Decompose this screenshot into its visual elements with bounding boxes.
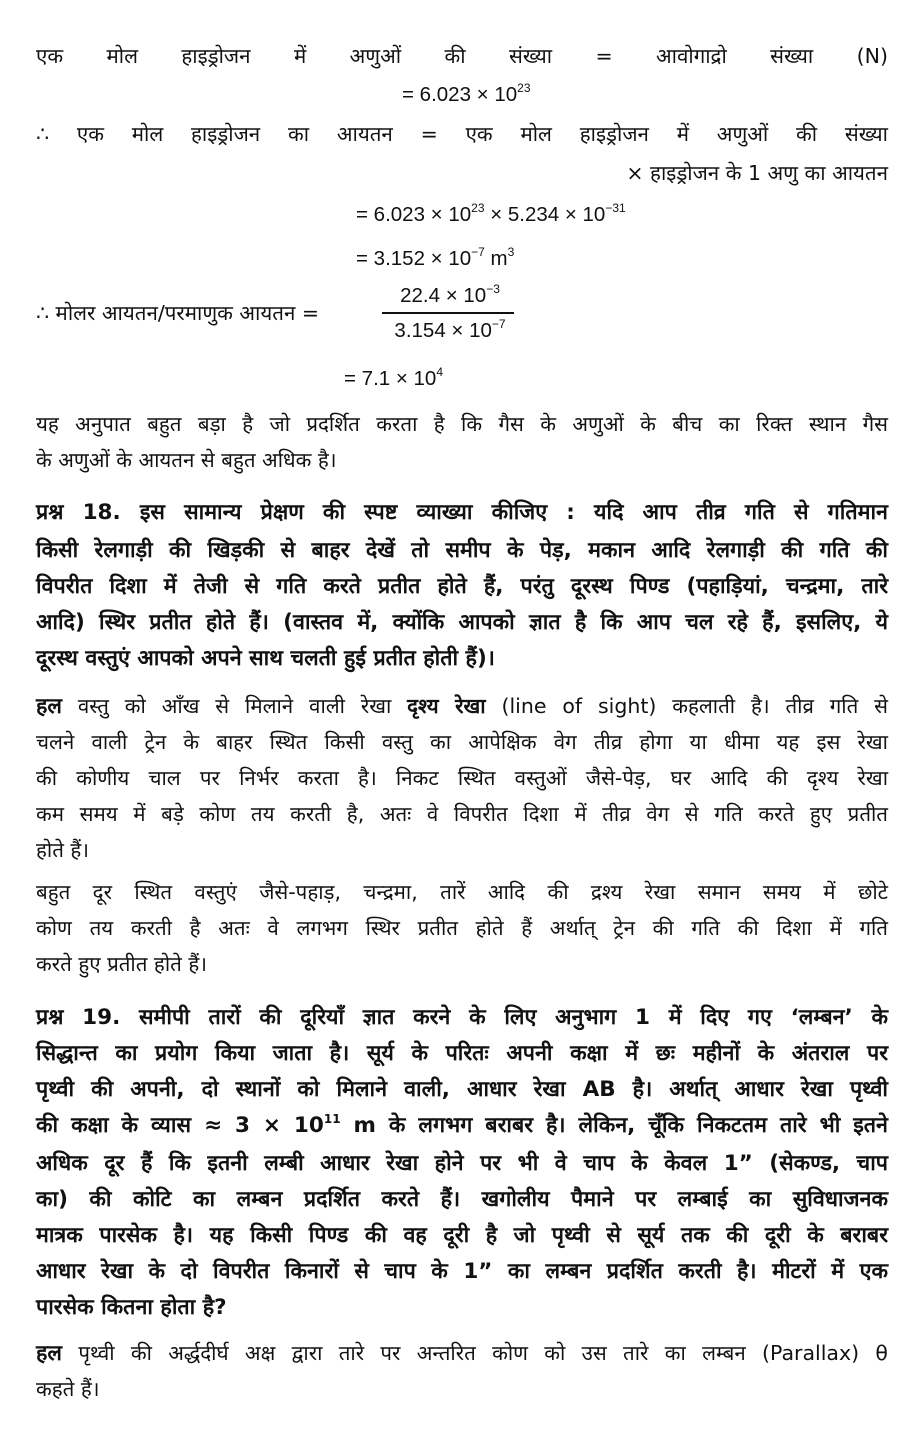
a18-line-3: की कोणीय चाल पर निर्भर करता है। निकट स्थित वस्तुओं जैसे-पेड़, घर आदि की दृश्य रेखा bbox=[36, 766, 888, 790]
derivation-line-volume-result: = $3.152 \times 10^{-7}$ $m^3$ bbox=[356, 245, 515, 270]
a18-line-2: चलने वाली ट्रेन के बाहर स्थित किसी वस्तु का आपेक्षिक वेग तीव्र होगा या धीमा यह इस रेखा bbox=[36, 730, 888, 754]
a19-line-2: कहते हैं। bbox=[36, 1377, 100, 1401]
derivation-line-avogadro-value: = $6.023 \times 10^{23}$ bbox=[402, 81, 531, 106]
a18-line-5: होते हैं। bbox=[36, 838, 90, 862]
q19-label: प्रश्न 19. bbox=[36, 1005, 121, 1030]
q19-line-3: पृथ्वी की अपनी, दो स्थानों को मिलाने वाली, आधार रेखा AB है। अर्थात् आधार रेखा पृथ्वी bbox=[36, 1077, 888, 1102]
derivation-line-volume-def: ∴ एक मोल हाइड्रोजन का आयतन = एक मोल हाइड्रोजन में अणुओं की संख्या bbox=[36, 122, 888, 146]
q19-line-5: अधिक दूर हैं कि इतनी लम्बी आधार रेखा होने पर भी वे चाप के केवल 1” (सेकण्ड, चाप bbox=[36, 1151, 888, 1176]
a18-label: हल bbox=[36, 694, 62, 719]
a18-line-6: बहुत दूर स्थित वस्तुएं जैसे-पहाड़, चन्द्रमा, तारें आदि की द्रश्य रेखा समान समय में छोटे bbox=[36, 880, 888, 904]
a18-line-4: कम समय में बड़े कोण तय करती है, अतः वे विपरीत दिशा में तीव्र वेग से गति करते हुए प्रतीत bbox=[36, 802, 888, 826]
fraction-denominator: $3.154 \times 10^{-7}$ bbox=[394, 317, 506, 342]
a18-line-1: हल वस्तु को आँख से मिलाने वाली रेखा दृश्य रेखा (line of sight) कहलाती है। तीव्र गति से bbox=[36, 694, 888, 719]
q19-line-8: आधार रेखा के दो विपरीत किनारों से चाप के 1” का लम्बन प्रदर्शित करती है। मीटरों में एक bbox=[36, 1259, 888, 1284]
q18-line-3: विपरीत दिशा में तेजी से गति करते प्रतीत होते हैं, परंतु दूरस्थ पिण्ड (पहाड़ियां, चन्द्रमा, तारे bbox=[36, 574, 888, 599]
term-line-of-sight: दृश्य रेखा bbox=[407, 694, 486, 718]
a18-line-7: कोण तय करती है अतः वे लगभग स्थिर प्रतीत होते हैं अर्थात् ट्रेन की गति की दिशा में गति bbox=[36, 916, 888, 940]
q18-line-1: प्रश्न 18. इस सामान्य प्रेक्षण की स्पष्ट व्याख्या कीजिए : यदि आप तीव्र गति से गतिमान bbox=[36, 500, 888, 525]
derivation-line-volume-def-cont: × हाइड्रोजन के 1 अणु का आयतन bbox=[626, 161, 888, 185]
derivation-line-molecule-count: एक मोल हाइड्रोजन में अणुओं की संख्या = आवोगाद्रो संख्या (N) bbox=[36, 44, 888, 68]
q18-line-2: किसी रेलगाड़ी की खिड़की से बाहर देखें तो समीप के पेड़, मकान आदि रेलगाड़ी की गति की bbox=[36, 538, 888, 563]
q18-line-4: आदि) स्थिर प्रतीत होते हैं। (वास्तव में, क्योंकि आपको ज्ञात है कि आप चल रहे हैं, इसलिए, ये bbox=[36, 610, 888, 635]
a18-line-8: करते हुए प्रतीत होते हैं। bbox=[36, 952, 207, 976]
fraction-bar bbox=[382, 312, 514, 314]
q19-line-9: पारसेक कितना होता है? bbox=[36, 1295, 227, 1320]
derivation-conclusion-line-2: के अणुओं के आयतन से बहुत अधिक है। bbox=[36, 448, 337, 472]
derivation-line-volume-product: = $6.023 \times 10^{23} \times 5.234 \times 10^{-31}$ bbox=[356, 201, 626, 226]
derivation-ratio-result: = $7.1 \times 10^4$ bbox=[344, 365, 444, 390]
q18-line-5: दूरस्थ वस्तुएं आपको अपने साथ चलती हुई प्रतीत होती हैं)। bbox=[36, 646, 495, 671]
a19-line-1: हल पृथ्वी की अर्द्धदीर्घ अक्ष द्वारा तारे पर अन्तरित कोण को उस तारे का लम्बन (Parallax) θ bbox=[36, 1341, 888, 1366]
a19-label: हल bbox=[36, 1341, 62, 1366]
derivation-conclusion-line-1: यह अनुपात बहुत बड़ा है जो प्रदर्शित करता है कि गैस के अणुओं के बीच का रिक्त स्थान गैस bbox=[36, 412, 888, 436]
q19-line-7: मात्रक पारसेक है। यह किसी पिण्ड की वह दूरी है जो पृथ्वी से सूर्य तक की दूरी के बराबर bbox=[36, 1223, 888, 1248]
q19-line-6: का) की कोटि का लम्बन प्रदर्शित करते हैं। खगोलीय पैमाने पर लम्बाई का सुविधाजनक bbox=[36, 1187, 888, 1212]
ratio-fraction bbox=[382, 281, 518, 346]
derivation-ratio-label: ∴ मोलर आयतन/परमाणुक आयतन = bbox=[36, 301, 320, 325]
q19-line-2: सिद्धान्त का प्रयोग किया जाता है। सूर्य के परितः अपनी कक्षा में छः महीनों के अंतराल पर bbox=[36, 1041, 888, 1066]
q19-line-4: की कक्षा के व्यास ≈ $3 \times 10^{11}$ m के लगभग बराबर है। लेकिन, चूँकि निकटतम तारे भी इतने bbox=[36, 1112, 888, 1138]
q19-line-1: प्रश्न 19. समीपी तारों की दूरियाँ ज्ञात करने के लिए अनुभाग 1 में दिए गए ‘लम्बन’ के bbox=[36, 1005, 888, 1030]
q18-label: प्रश्न 18. bbox=[36, 500, 121, 525]
fraction-numerator: $22.4 \times 10^{-3}$ bbox=[400, 282, 500, 307]
